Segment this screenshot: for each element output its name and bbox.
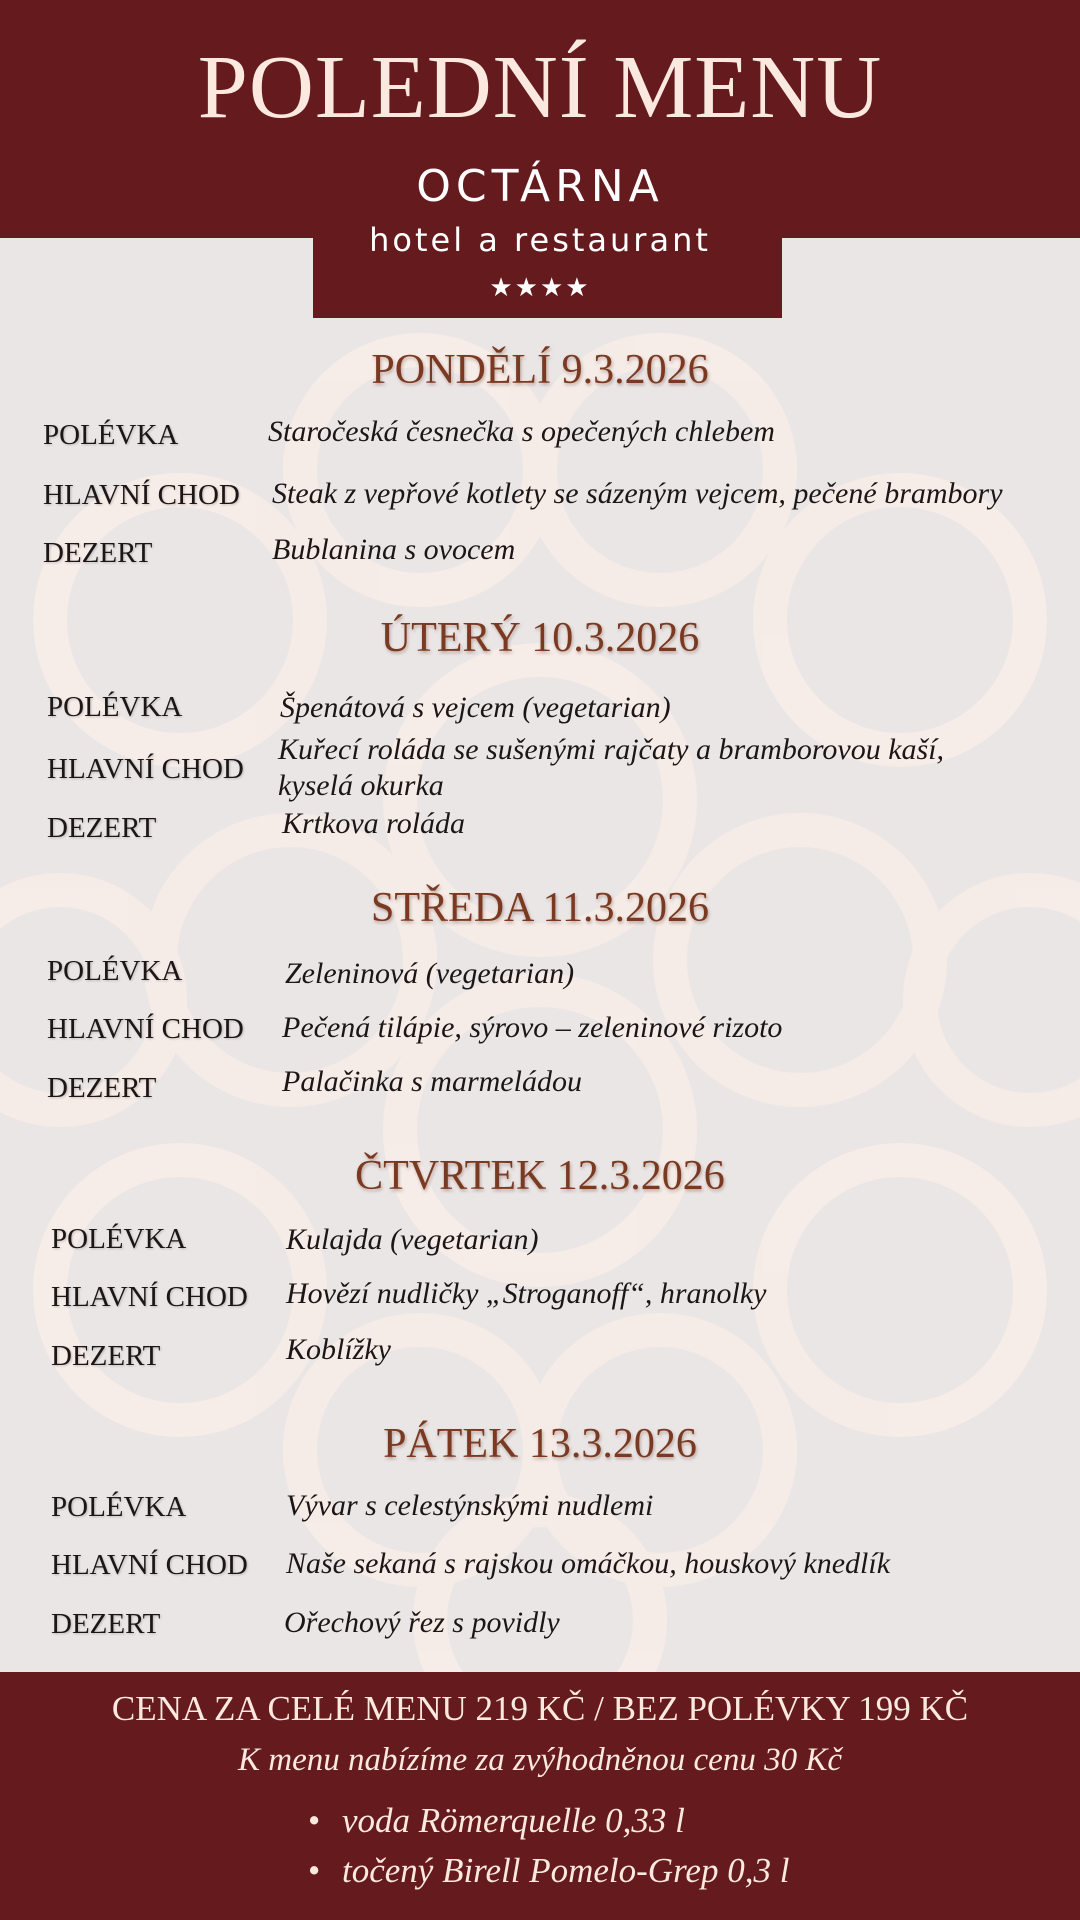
drink-label: točený Birell Pomelo-Grep 0,3 l [342,1851,790,1890]
soup-label: POLÉVKA [51,1491,187,1523]
soup-dish: Špenátová s vejcem (vegetarian) [280,691,671,724]
soup-dish: Staročeská česnečka s opečených chlebem [268,415,775,448]
main-course-label: HLAVNÍ CHOD [51,1549,248,1581]
dessert-label: DEZERT [47,1072,157,1104]
hotel-name: OCTÁRNA [416,161,664,212]
dessert-label: DEZERT [47,812,157,844]
main-course-label: HLAVNÍ CHOD [47,1013,244,1045]
day-title: STŘEDA 11.3.2026 [371,885,709,931]
soup-label: POLÉVKA [47,691,183,723]
dessert-label: DEZERT [51,1340,161,1372]
day-title: PÁTEK 13.3.2026 [383,1421,697,1467]
soup-label: POLÉVKA [51,1223,187,1255]
dessert-dish: Koblížky [286,1333,391,1366]
soup-label: POLÉVKA [43,419,179,451]
menu-price: CENA ZA CELÉ MENU 219 KČ / BEZ POLÉVKY 199 KČ [111,1689,969,1728]
drink-offer: K menu nabízíme za zvýhodněnou cenu 30 Kč [238,1742,842,1778]
hotel-stars: ★★★★ [489,273,591,303]
bullet-icon: • [308,1801,321,1840]
day-title: PONDĚLÍ 9.3.2026 [371,347,709,393]
day-title: ÚTERÝ 10.3.2026 [380,615,700,661]
drink-label: voda Römerquelle 0,33 l [342,1801,685,1840]
soup-dish: Vývar s celestýnskými nudlemi [286,1489,654,1522]
main-course-label: HLAVNÍ CHOD [47,753,244,785]
main-course-label: HLAVNÍ CHOD [51,1281,248,1313]
soup-dish: Kulajda (vegetarian) [286,1223,539,1256]
main-course-dish: Naše sekaná s rajskou omáčkou, houskový knedlík [286,1547,891,1580]
drink-item [308,1799,685,1843]
drink-item [308,1849,789,1893]
soup-dish: Zeleninová (vegetarian) [285,957,575,990]
hotel-subtitle: hotel a restaurant [369,221,711,259]
dessert-label: DEZERT [51,1608,161,1640]
main-course-dish-line1: Kuřecí roláda se sušenými rajčaty a bramborovou kaší, [278,733,945,766]
bullet-icon: • [308,1851,321,1890]
main-course-dish: Hovězí nudličky „Stroganoff“, hranolky [286,1277,767,1310]
dessert-label: DEZERT [43,537,153,569]
dessert-dish: Palačinka s marmeládou [282,1065,582,1098]
main-course-dish: Steak z vepřové kotlety se sázeným vejcem, pečené brambory [272,477,1003,510]
day-title: ČTVRTEK 12.3.2026 [355,1153,725,1199]
main-course-dish-line2: kyselá okurka [278,769,444,802]
dessert-dish: Ořechový řez s povidly [284,1606,560,1639]
main-course-label: HLAVNÍ CHOD [43,479,240,511]
dessert-dish: Krtkova roláda [282,807,466,840]
main-course-dish: Pečená tilápie, sýrovo – zeleninové rizoto [282,1011,783,1044]
dessert-dish: Bublanina s ovocem [272,533,516,566]
soup-label: POLÉVKA [47,955,183,987]
page-title: POLEDNÍ MENU [197,38,883,137]
